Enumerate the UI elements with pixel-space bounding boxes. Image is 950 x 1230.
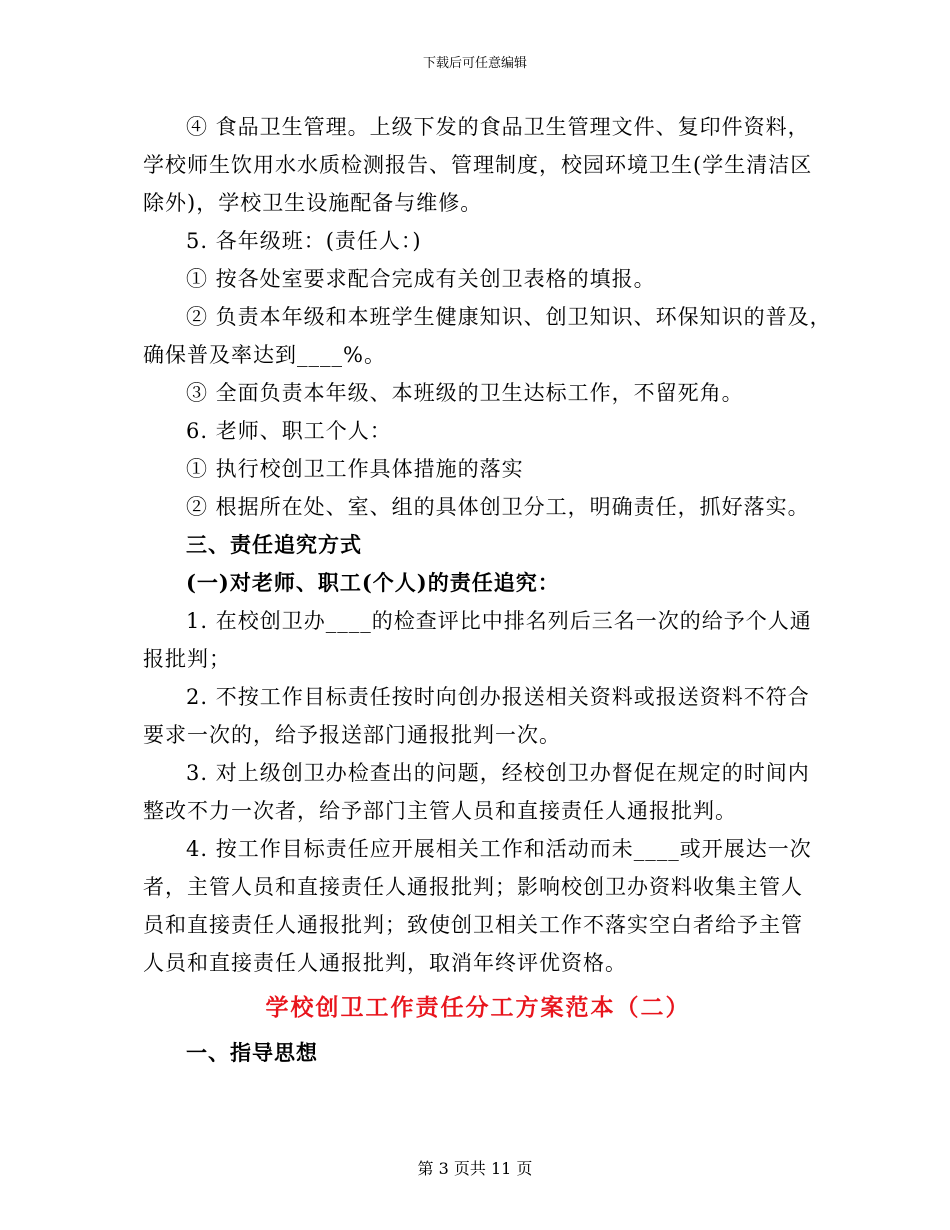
text-line: 确保普及率达到____%。 [143, 343, 386, 367]
text-line: ③ 全面负责本年级、本班级的卫生达标工作，不留死角。 [186, 381, 744, 405]
page-footer: 第 3 页共 11 页 [417, 1159, 533, 1178]
text-line: ① 按各处室要求配合完成有关创卫表格的填报。 [186, 267, 656, 291]
section-title: 学校创卫工作责任分工方案范本（二） [265, 994, 691, 1021]
text-line: 2. 不按工作目标责任按时向创办报送相关资料或报送资料不符合 [186, 685, 810, 709]
paragraph-lines [143, 108, 832, 982]
text-line: ② 根据所在处、室、组的具体创卫分工，明确责任，抓好落实。 [186, 495, 810, 519]
text-line: ④ 食品卫生管理。上级下发的食品卫生管理文件、复印件资料， [186, 115, 810, 139]
text-line: 1. 在校创卫办____的检查评比中排名列后三名一次的给予个人通 [186, 609, 812, 633]
text-line: 5. 各年级班：(责任人：) [186, 229, 422, 253]
text-line: 除外)，学校卫生设施配备与维修。 [143, 191, 483, 215]
text-line: 员和直接责任人通报批判；致使创卫相关工作不落实空白者给予主管 [143, 913, 803, 937]
text-line: 三、责任追究方式 [186, 532, 362, 557]
page-header: 下载后可任意编辑 [422, 56, 527, 71]
text-line: 学校师生饮用水水质检测报告、管理制度，校园环境卫生(学生清洁区 [143, 153, 813, 177]
text-line: 6. 老师、职工个人： [186, 419, 392, 443]
text-line: 3. 对上级创卫办检查出的问题，经校创卫办督促在规定的时间内 [186, 761, 810, 785]
text-line: 人员和直接责任人通报批判，取消年终评优资格。 [143, 951, 627, 975]
text-line: (一)对老师、职工(个人)的责任追究： [186, 570, 560, 595]
text-line: 整改不力一次者，给予部门主管人员和直接责任人通报批判。 [143, 799, 737, 823]
text-line: 报批判； [143, 647, 231, 671]
text-line: ② 负责本年级和本班学生健康知识、创卫知识、环保知识的普及， [186, 305, 832, 329]
text-line: 要求一次的，给予报送部门通报批判一次。 [143, 723, 561, 747]
text-line: ① 执行校创卫工作具体措施的落实 [186, 457, 524, 481]
text-line: 者，主管人员和直接责任人通报批判；影响校创卫办资料收集主管人 [143, 875, 803, 899]
document-body [143, 108, 832, 1072]
subheading: 一、指导思想 [186, 1040, 318, 1065]
text-line: 4. 按工作目标责任应开展相关工作和活动而未____或开展达一次 [186, 837, 812, 861]
